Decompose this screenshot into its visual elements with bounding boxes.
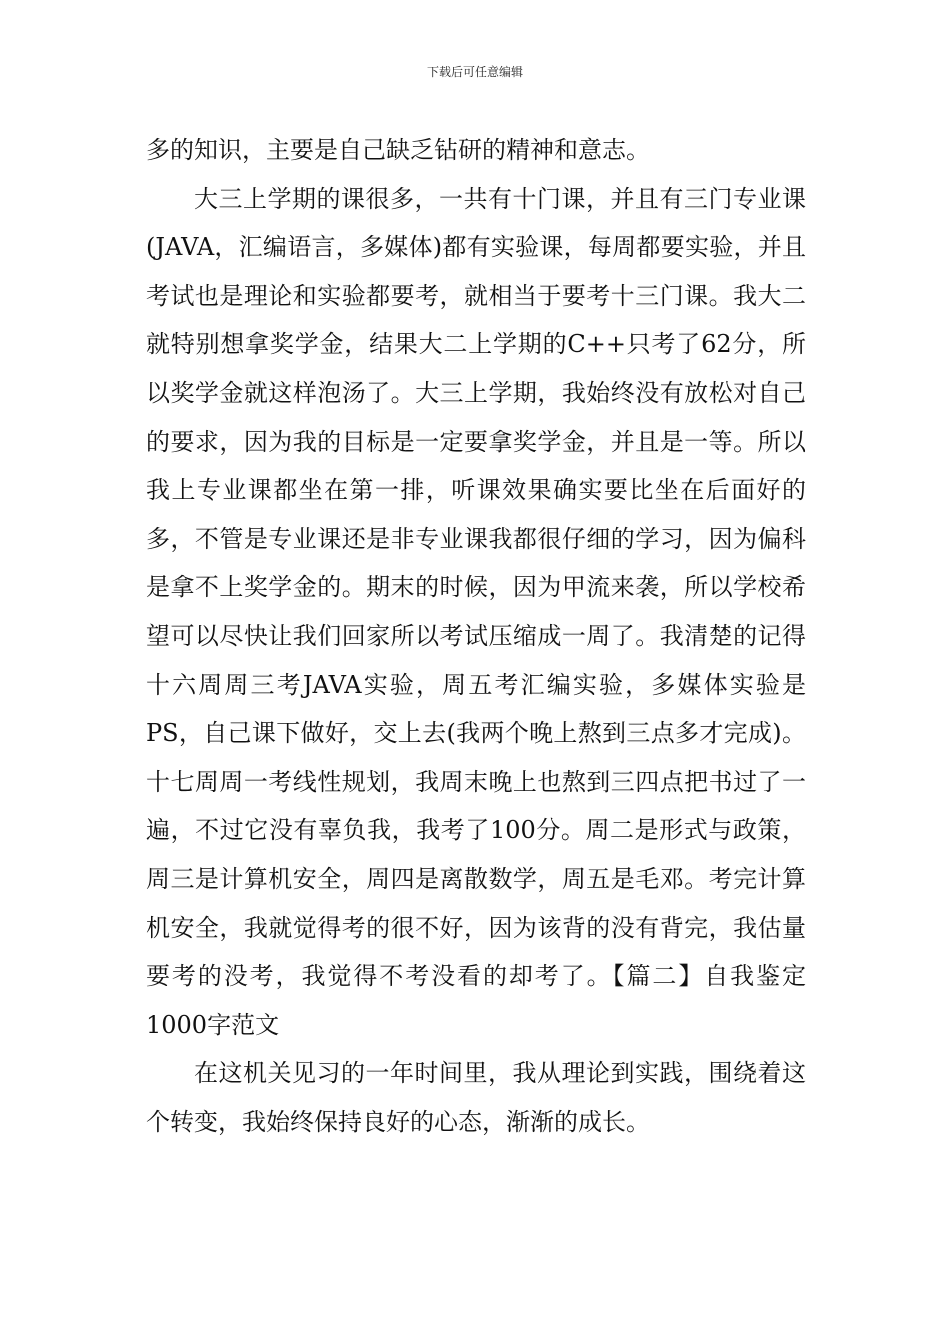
paragraph-internship: 在这机关见习的一年时间里，我从理论到实践，围绕着这个转变，我始终保持良好的心态，渐渐的成长。 xyxy=(146,1059,806,1136)
document-body xyxy=(146,126,806,1146)
paragraph-continuation: 多的知识，主要是自己缺乏钻研的精神和意志。 xyxy=(146,136,650,164)
paragraph-junior-year: 大三上学期的课很多，一共有十门课，并且有三门专业课(JAVA，汇编语言，多媒体)都有实验课，每周都要实验，并且考试也是理论和实验都要考，就相当于要考十三门课。我大二就特别想拿奖学金，结果大二上学期的C++只考了62分，所以奖学金就这样泡汤了。大三上学期，我始终没有放松对自己的要求，因为我的目标是一定要拿奖学金，并且是一等。所以我上专业课都坐在第一排，听课效果确实要比坐在后面好的多，不管是专业课还是非专业课我都很仔细的学习，因为偏科是拿不上奖学金的。期末的时候，因为甲流来袭，所以学校希望可以尽快让我们回家所以考试压缩成一周了。我清楚的记得十六周周三考JAVA实验，周五考汇编实验，多媒体实验是PS，自己课下做好，交上去(我两个晚上熬到三点多才完成)。十七周周一考线性规划，我周末晚上也熬到三四点把书过了一遍，不过它没有辜负我，我考了100分。周二是形式与政策，周三是计算机安全，周四是离散数学，周五是毛邓。考完计算机安全，我就觉得考的很不好，因为该背的没有背完，我估量要考的没考，我觉得不考没看的却考了。【篇二】自我鉴定1000字范文 xyxy=(146,184,806,1039)
page-header: 下载后可任意编辑 xyxy=(426,65,523,79)
